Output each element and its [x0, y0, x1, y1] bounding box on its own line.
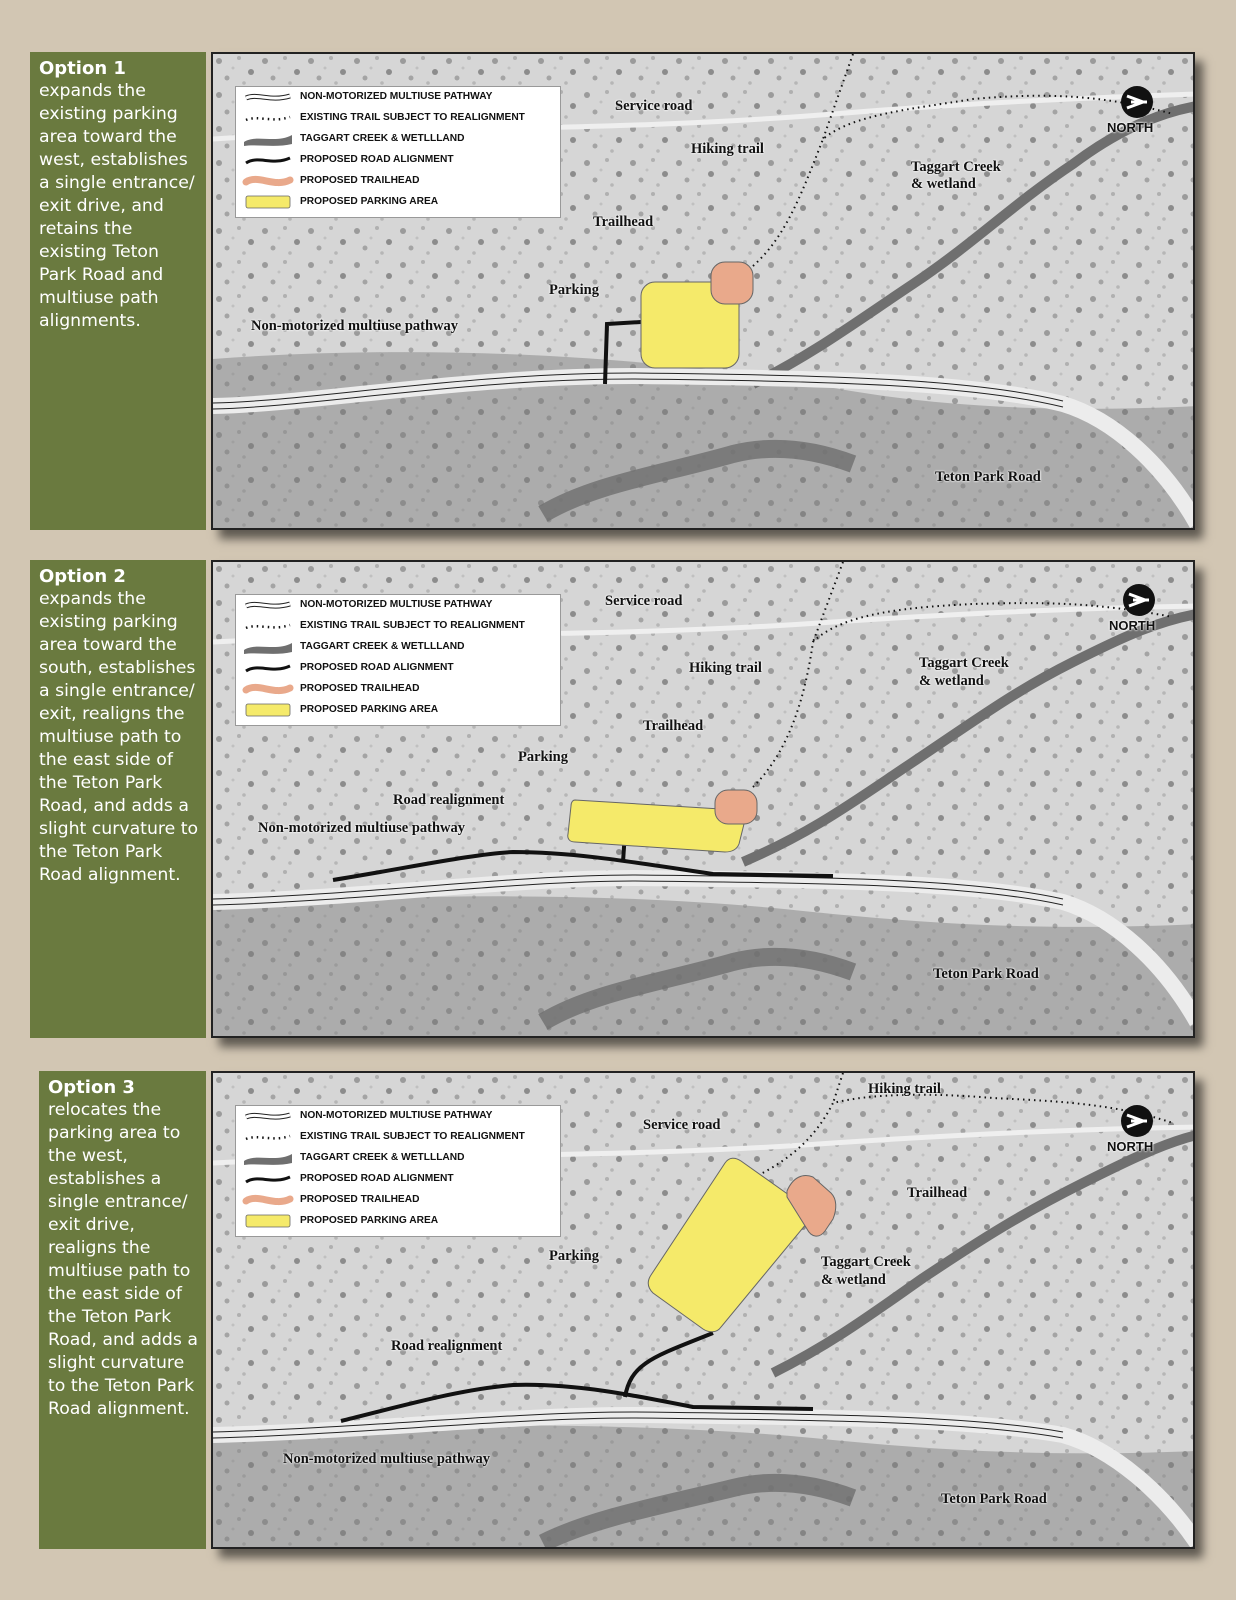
legend-item-trail: EXISTING TRAIL SUBJECT TO REALIGNMENT — [242, 617, 558, 635]
legend-item-creek: TAGGART CREEK & WETLLLAND — [242, 1149, 558, 1167]
north-arrow-icon — [1109, 582, 1169, 622]
legend-item-creek: TAGGART CREEK & WETLLLAND — [242, 638, 558, 656]
creek-icon — [242, 130, 294, 148]
option-title: Option 1 — [39, 58, 126, 79]
legend-item-trail: EXISTING TRAIL SUBJECT TO REALIGNMENT — [242, 1128, 558, 1146]
legend-item-pathway: NON-MOTORIZED MULTIUSE PATHWAY — [242, 1107, 558, 1125]
map-legend — [235, 1105, 561, 1237]
label-trailhead: Trailhead — [593, 214, 654, 230]
road-icon — [242, 659, 294, 677]
north-label: NORTH — [1107, 1139, 1154, 1154]
option-1-map — [211, 52, 1195, 530]
label-taggart-creek: Taggart Creek — [821, 1254, 911, 1270]
dotted-trail-icon — [242, 617, 294, 635]
road-icon — [242, 151, 294, 169]
label-service-road: Service road — [643, 1117, 721, 1133]
pathway-icon — [242, 1107, 294, 1125]
pathway-icon — [242, 596, 294, 614]
option-3-sidebar — [39, 1071, 206, 1549]
label-wetland: & wetland — [911, 176, 976, 192]
parking-icon — [242, 193, 294, 211]
label-pathway: Non-motorized multiuse pathway — [251, 318, 459, 334]
option-description: relocates the parking area to the west, establishes a single entrance/ exit drive, realigns the multiuse path to the east side of the Teton Park Road, and adds a slight curvature to the Teton Park Road alignment. — [48, 1100, 198, 1419]
option-2-panel — [30, 560, 1195, 1038]
label-service-road: Service road — [605, 593, 683, 609]
north-arrow — [1107, 84, 1167, 144]
north-label: NORTH — [1109, 618, 1156, 633]
label-road-realignment: Road realignment — [393, 792, 505, 808]
option-2-sidebar — [30, 560, 206, 1038]
trailhead-icon — [242, 1191, 294, 1209]
legend-item-road: PROPOSED ROAD ALIGNMENT — [242, 1170, 558, 1188]
parking-icon — [242, 1212, 294, 1230]
legend-item-road: PROPOSED ROAD ALIGNMENT — [242, 659, 558, 677]
proposed-trailhead — [715, 790, 757, 824]
proposed-trailhead — [711, 262, 753, 304]
option-title: Option 2 — [39, 566, 126, 587]
label-teton-road: Teton Park Road — [941, 1491, 1047, 1507]
label-parking: Parking — [518, 749, 568, 765]
legend-item-parking: PROPOSED PARKING AREA — [242, 193, 558, 211]
label-parking: Parking — [549, 282, 599, 298]
option-2-map — [211, 560, 1195, 1038]
label-service-road: Service road — [615, 98, 693, 114]
legend-item-parking: PROPOSED PARKING AREA — [242, 701, 558, 719]
label-hiking-trail: Hiking trail — [689, 660, 762, 676]
label-teton-road: Teton Park Road — [933, 966, 1039, 982]
legend-item-trailhead: PROPOSED TRAILHEAD — [242, 680, 558, 698]
legend-item-pathway: NON-MOTORIZED MULTIUSE PATHWAY — [242, 596, 558, 614]
label-pathway: Non-motorized multiuse pathway — [283, 1451, 491, 1467]
label-wetland: & wetland — [919, 673, 984, 689]
legend-item-road: PROPOSED ROAD ALIGNMENT — [242, 151, 558, 169]
north-arrow-icon — [1107, 1103, 1167, 1143]
option-description: expands the existing parking area toward the south, establishes a single entrance/ exit, realigns the multiuse path to the east side of the Teton Park Road, and adds a slight curvature to the Teton Park Road alignment. — [39, 589, 199, 885]
legend-item-trail: EXISTING TRAIL SUBJECT TO REALIGNMENT — [242, 109, 558, 127]
pathway-icon — [242, 88, 294, 106]
dotted-trail-icon — [242, 109, 294, 127]
creek-icon — [242, 1149, 294, 1167]
label-hiking-trail: Hiking trail — [868, 1081, 941, 1097]
label-teton-road: Teton Park Road — [935, 469, 1041, 485]
label-trailhead: Trailhead — [907, 1185, 968, 1201]
option-1-panel — [30, 52, 1195, 530]
option-1-sidebar — [30, 52, 206, 530]
trailhead-icon — [242, 172, 294, 190]
north-arrow-icon — [1107, 84, 1167, 124]
label-parking: Parking — [549, 1248, 599, 1264]
label-wetland: & wetland — [821, 1272, 886, 1288]
label-taggart-creek: Taggart Creek — [911, 159, 1001, 175]
north-arrow — [1107, 1103, 1167, 1163]
road-icon — [242, 1170, 294, 1188]
map-legend — [235, 86, 561, 218]
legend-item-parking: PROPOSED PARKING AREA — [242, 1212, 558, 1230]
north-arrow — [1109, 582, 1169, 642]
option-title: Option 3 — [48, 1077, 135, 1098]
option-description: expands the existing parking area toward the west, establishes a single entrance/ exit drive, and retains the existing Teton Park Road and multiuse path alignments. — [39, 81, 195, 331]
creek-icon — [242, 638, 294, 656]
label-hiking-trail: Hiking trail — [691, 141, 764, 157]
label-taggart-creek: Taggart Creek — [919, 655, 1009, 671]
legend-item-pathway: NON-MOTORIZED MULTIUSE PATHWAY — [242, 88, 558, 106]
dotted-trail-icon — [242, 1128, 294, 1146]
label-trailhead: Trailhead — [643, 718, 704, 734]
legend-item-trailhead: PROPOSED TRAILHEAD — [242, 172, 558, 190]
option-3-map — [211, 1071, 1195, 1549]
legend-item-creek: TAGGART CREEK & WETLLLAND — [242, 130, 558, 148]
label-pathway: Non-motorized multiuse pathway — [258, 820, 466, 836]
parking-icon — [242, 701, 294, 719]
north-label: NORTH — [1107, 120, 1154, 135]
option-3-panel — [30, 1071, 1195, 1549]
legend-item-trailhead: PROPOSED TRAILHEAD — [242, 1191, 558, 1209]
label-road-realignment: Road realignment — [391, 1338, 503, 1354]
trailhead-icon — [242, 680, 294, 698]
map-legend — [235, 594, 561, 726]
